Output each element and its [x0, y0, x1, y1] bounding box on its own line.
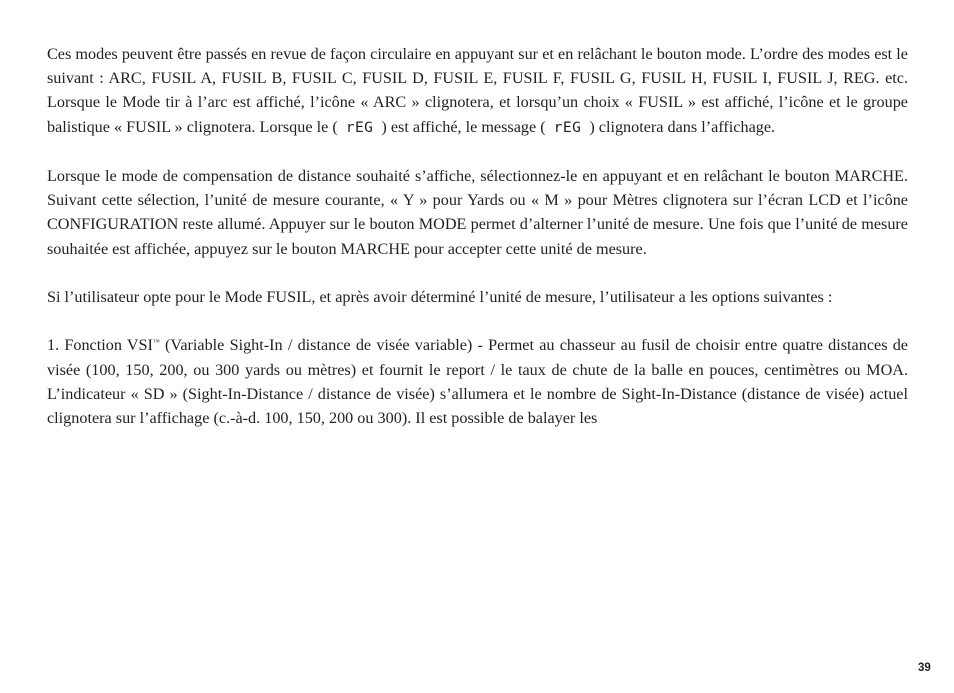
paragraph-text: Ces modes peuvent être passés en revue de façon circulaire en appuyant sur et en relâchant le bouton mode. L’ordre des modes est le suivant : ARC, FUSIL A, FUSIL B, FUSIL C, FUSIL D, FUSIL E, FUSIL F, FUSIL G, FUSIL H, FUSIL I, FUSIL J, REG. etc. Lorsque le Mode tir à l’arc est affiché, l’icône « ARC » clignotera, et lorsqu’un choix « FUSIL » est affiché, l’icône et le groupe balistique « FUSIL » clignotera. Lorsque le (: [47, 45, 908, 136]
trademark-symbol: ™: [152, 338, 160, 347]
lcd-reg-glyph: rEG: [553, 119, 582, 136]
paragraph-vsi-function: [47, 333, 908, 430]
vsi-text: (Variable Sight-In / distance de visée variable) - Permet au chasseur au fusil de choisir entre quatre distances de visée (100, 150, 200, ou 300 yards ou mètres) et fournit le report / le taux de chute de la balle en pouces, centimètres ou MOA. L’indicateur « SD » (Sight-In-Distance / distance de visée) s’allumera et le nombre de Sight-In-Distance (distance de visée) actuel clignotera sur l’affichage (c.-à-d. 100, 150, 200 ou 300). Il est possible de balayer les: [47, 336, 908, 427]
lcd-reg-glyph: rEG: [345, 119, 374, 136]
vsi-lead: 1. Fonction VSI: [47, 336, 153, 355]
paragraph-distance-compensation: Lorsque le mode de compensation de distance souhaité s’affiche, sélectionnez-le en appuyant et en relâchant le bouton MARCHE. Suivant cette sélection, l’unité de mesure courante, « Y » pour Yards ou « M » pour Mètres clignotera sur l’écran LCD et l’icône CONFIGURATION reste allumé. Appuyer sur le bouton MODE permet d’alterner l’unité de mesure. Une fois que l’unité de mesure souhaitée est affichée, appuyez sur le bouton MARCHE pour accepter cette unité de mesure.: [47, 167, 908, 258]
paragraph-text: ) clignotera dans l’affichage.: [589, 117, 776, 136]
paragraph-mode-cycle: [47, 42, 908, 140]
page-number: 39: [918, 662, 931, 674]
paragraph-text: ) est affiché, le message (: [381, 117, 546, 136]
body-text: [47, 42, 908, 430]
paragraph-rifle-options: Si l’utilisateur opte pour le Mode FUSIL, et après avoir déterminé l’unité de mesure, l’utilisateur a les options suivantes :: [47, 288, 833, 306]
